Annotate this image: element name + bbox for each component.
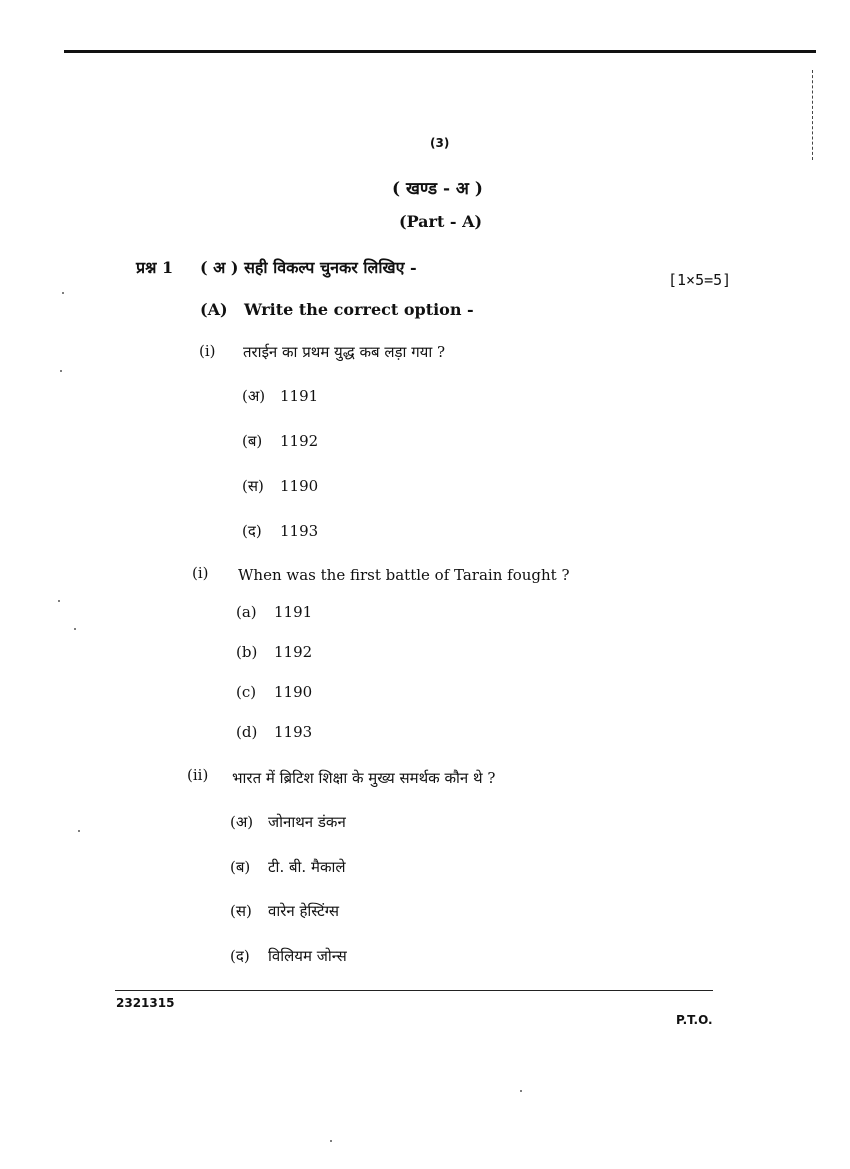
instruction-tag: (A) xyxy=(200,300,228,319)
option-item xyxy=(230,812,346,832)
option-label: (ब) xyxy=(230,858,251,876)
option-label: (a) xyxy=(236,603,257,621)
scan-speck xyxy=(78,830,80,832)
section-title-hindi: ( खण्ड - अ ) xyxy=(392,179,483,199)
scan-speck xyxy=(74,628,76,630)
item-question-text: When was the first battle of Tarain fought ? xyxy=(238,566,570,584)
option-label: (d) xyxy=(236,723,258,741)
option-label: (c) xyxy=(236,683,257,701)
option-text: 1192 xyxy=(280,432,319,450)
scan-speck xyxy=(60,370,62,372)
option-text: 1193 xyxy=(274,723,313,741)
item-question-text: तराईन का प्रथम युद्ध कब लड़ा गया ? xyxy=(243,343,446,361)
option-item xyxy=(230,901,339,921)
option-text: 1190 xyxy=(280,477,319,495)
option-item xyxy=(236,643,312,661)
scan-speck xyxy=(330,1140,332,1142)
item-roman-numeral: (i) xyxy=(192,564,209,582)
option-item xyxy=(230,857,346,877)
option-label: (द) xyxy=(242,522,262,540)
option-label: (अ) xyxy=(230,813,254,831)
pto-label: P.T.O. xyxy=(676,1013,713,1027)
option-text: जोनाथन डंकन xyxy=(268,813,346,831)
option-item xyxy=(236,603,312,621)
question-instruction-hindi: ( अ ) सही विकल्प चुनकर लिखिए - xyxy=(200,258,417,277)
marks-label: [1×5=5] xyxy=(668,271,732,289)
instruction-text: Write the correct option - xyxy=(244,300,474,319)
option-item xyxy=(242,431,318,451)
option-text: 1192 xyxy=(274,643,313,661)
option-item xyxy=(242,521,318,541)
option-text: विलियम जोन्स xyxy=(268,947,347,965)
question-number: प्रश्न 1 xyxy=(136,258,174,277)
paper-code: 2321315 xyxy=(116,996,175,1010)
section-title-english: (Part - A) xyxy=(399,212,483,231)
option-text: वारेन हेस्टिंग्स xyxy=(268,902,340,920)
option-label: (अ) xyxy=(242,387,266,405)
scan-edge-mark xyxy=(812,70,813,160)
item-question-text: भारत में ब्रिटिश शिक्षा के मुख्य समर्थक कौन थे ? xyxy=(232,769,496,787)
scan-speck xyxy=(520,1090,522,1092)
option-item xyxy=(230,946,347,966)
item-roman-numeral: (ii) xyxy=(187,766,209,784)
option-item xyxy=(236,723,312,741)
option-label: (द) xyxy=(230,947,250,965)
option-text: 1191 xyxy=(280,387,319,405)
question-instruction-english xyxy=(200,300,474,319)
option-item xyxy=(242,476,318,496)
item-roman-numeral: (i) xyxy=(199,342,216,360)
page-number: (3) xyxy=(430,136,450,150)
option-text: 1193 xyxy=(280,522,319,540)
scan-speck xyxy=(62,292,64,294)
scan-speck xyxy=(58,600,60,602)
top-rule xyxy=(64,50,816,53)
option-label: (स) xyxy=(230,902,252,920)
option-text: 1190 xyxy=(274,683,313,701)
option-item xyxy=(242,386,318,406)
option-label: (स) xyxy=(242,477,264,495)
option-text: 1191 xyxy=(274,603,313,621)
option-label: (ब) xyxy=(242,432,263,450)
option-text: टी. बी. मैकाले xyxy=(268,858,346,876)
option-label: (b) xyxy=(236,643,258,661)
footer-rule xyxy=(115,990,713,991)
option-item xyxy=(236,683,312,701)
